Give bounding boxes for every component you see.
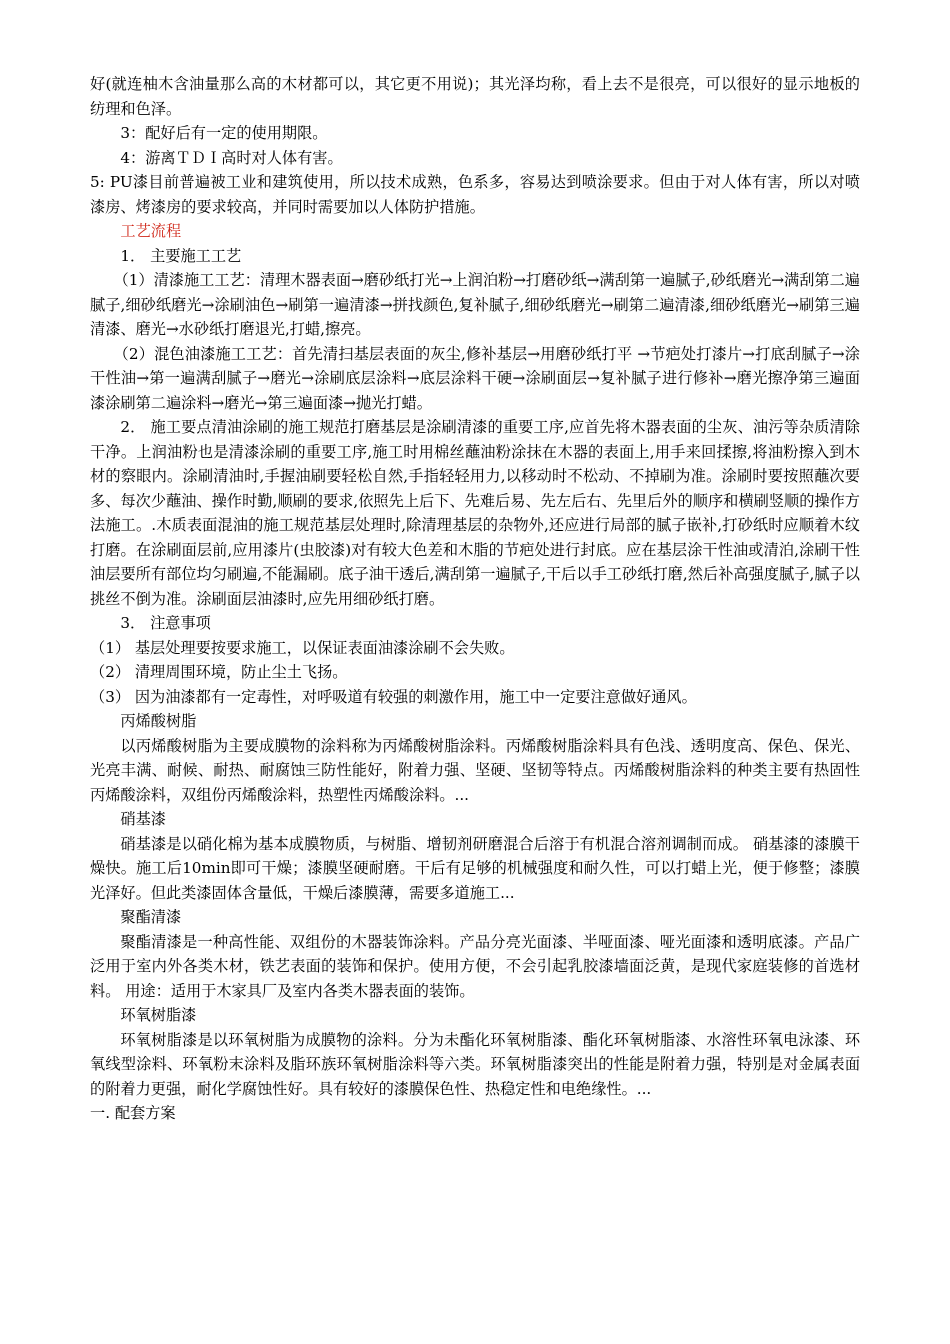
paragraph-nitro-paint: 硝基漆是以硝化棉为基本成膜物质，与树脂、增韧剂研磨混合后溶于有机混合溶剂调制而成。 硝基漆的漆膜干燥快。施工后10min即可干燥；漆膜坚硬耐磨。干后有足够的机械强度和耐久性，可以打蜡上光，便于修整；漆膜光泽好。但此类漆固体含量低，干燥后漆膜薄，需要多道施工... (90, 834, 860, 902)
subheading-matching-plan: 一. 配套方案 (90, 1104, 176, 1122)
paragraph-pot-life: 3：配好后有一定的使用期限。 (120, 124, 328, 142)
section-heading-process: 工艺流程 (120, 222, 182, 240)
list-item-precaution-2: （2） 清理周围环境，防止尘土飞扬。 (90, 663, 348, 681)
subheading-main-process: 1． 主要施工工艺 (120, 246, 242, 265)
subheading-precautions: 3． 注意事项 (120, 614, 211, 632)
paragraph-acrylic-resin: 以丙烯酸树脂为主要成膜物的涂料称为丙烯酸树脂涂料。丙烯酸树脂涂料具有色浅、透明度高、保色、保光、光亮丰满、耐候、耐热、耐腐蚀三防性能好，附着力强、坚硬、坚韧等特点。丙烯酸树脂涂料的种类主要有热固性丙烯酸涂料，双组份丙烯酸涂料，热塑性丙烯酸涂料。... (90, 736, 860, 804)
paragraph-pu-usage: 5: PU漆目前普遍被工业和建筑使用，所以技术成熟，色系多，容易达到喷涂要求。但由于对人体有害，所以对喷漆房、烤漆房的要求较高，并同时需要加以人体防护措施。 (90, 173, 860, 216)
list-item-precaution-3: （3） 因为油漆都有一定毒性，对呼吸道有较强的刺激作用，施工中一定要注意做好通风。 (90, 687, 697, 706)
paragraph-polyester-varnish: 聚酯清漆是一种高性能、双组份的木器装饰涂料。产品分亮光面漆、半哑面漆、哑光面漆和透明底漆。产品广泛用于室内外各类木材，铁艺表面的装饰和保护。使用方便，不会引起乳胶漆墙面泛黄，是现代家庭装修的首选材料。 用途：适用于木家具厂及室内各类木器表面的装饰。 (90, 932, 860, 1000)
list-item-precaution-1: （1） 基层处理要按要求施工，以保证表面油漆涂刷不会失败。 (90, 638, 515, 657)
paragraph-tdi-hazard: 4：游离ＴＤＩ高时对人体有害。 (120, 148, 343, 167)
paragraph-epoxy-paint: 环氧树脂漆是以环氧树脂为成膜物的涂料。分为未酯化环氧树脂漆、酯化环氧树脂漆、水溶性环氧电泳漆、环氧线型涂料、环氧粉末涂料及脂环族环氧树脂涂料等六类。环氧树脂漆突出的性能是附着力强，特别是对金属表面的附着力更强，耐化学腐蚀性好。具有较好的漆膜保色性、热稳定性和电绝缘性。... (90, 1030, 860, 1098)
paragraph-construction-points: 2． 施工要点清油涂刷的施工规范打磨基层是涂刷清漆的重要工序,应首先将木器表面的尘灰、油污等杂质清除干净。上润油粉也是清漆涂刷的重要工序,施工时用棉丝蘸油粉涂抹在木器的表面上,用手来回揉擦,将油粉擦入到木材的察眼内。涂刷清油时,手握油刷要轻松自然,手指轻轻用力,以移动时不松动、不掉刷为准。涂刷时要按照蘸次要多、每次少蘸油、操作时勤,顺刷的要求,依照先上后下、先难后易、先左后右、先里后外的顺序和横刷竖顺的操作方法施工。.木质表面混油的施工规范基层处理时,除清理基层的杂物外,还应进行局部的腻子嵌补,打砂纸时应顺着木纹打磨。在涂刷面层前,应用漆片(虫胶漆)对有较大色差和木脂的节疤处进行封底。应在基层涂干性油或清泊,涂刷干性油层要所有部位均匀刷遍,不能漏刷。底子油干透后,满刮第一遍腻子,干后以手工砂纸打磨,然后补高强度腻子,腻子以挑丝不倒为准。涂刷面层油漆时,应先用细砂纸打磨。 (90, 418, 860, 608)
document-page (90, 72, 860, 1126)
paragraph-pu-gloss: 好(就连柚木含油量那么高的木材都可以，其它更不用说)；其光泽均称，看上去不是很亮，可以很好的显示地板的纺理和色泽。 (90, 75, 860, 118)
subheading-nitro-paint: 硝基漆 (120, 810, 166, 828)
paragraph-clear-varnish-process: （1）清漆施工工艺：清理木器表面→磨砂纸打光→上润泊粉→打磨砂纸→满刮第一遍腻子,砂纸磨光→满刮第二遍腻子,细砂纸磨光→涂刷油色→刷第一遍清漆→拼找颜色,复补腻子,细砂纸磨光→刷第二遍清漆,细砂纸磨光→刷第三遍清漆、磨光→水砂纸打磨退光,打蜡,擦亮。 (90, 271, 860, 338)
subheading-epoxy-paint: 环氧树脂漆 (120, 1006, 197, 1024)
paragraph-mixed-paint-process: （2）混色油漆施工工艺：首先清扫基层表面的灰尘,修补基层→用磨砂纸打平 →节疤处打漆片→打底刮腻子→涂干性油→第一遍满刮腻子→磨光→涂刷底层涂料→底层涂料干硬→涂刷面层→复补腻子进行修补→磨光擦净第三遍面漆涂刷第二遍涂料→磨光→第三遍面漆→抛光打蜡。 (90, 344, 860, 412)
subheading-acrylic-resin: 丙烯酸树脂 (120, 712, 197, 730)
subheading-polyester-varnish: 聚酯清漆 (120, 908, 182, 926)
